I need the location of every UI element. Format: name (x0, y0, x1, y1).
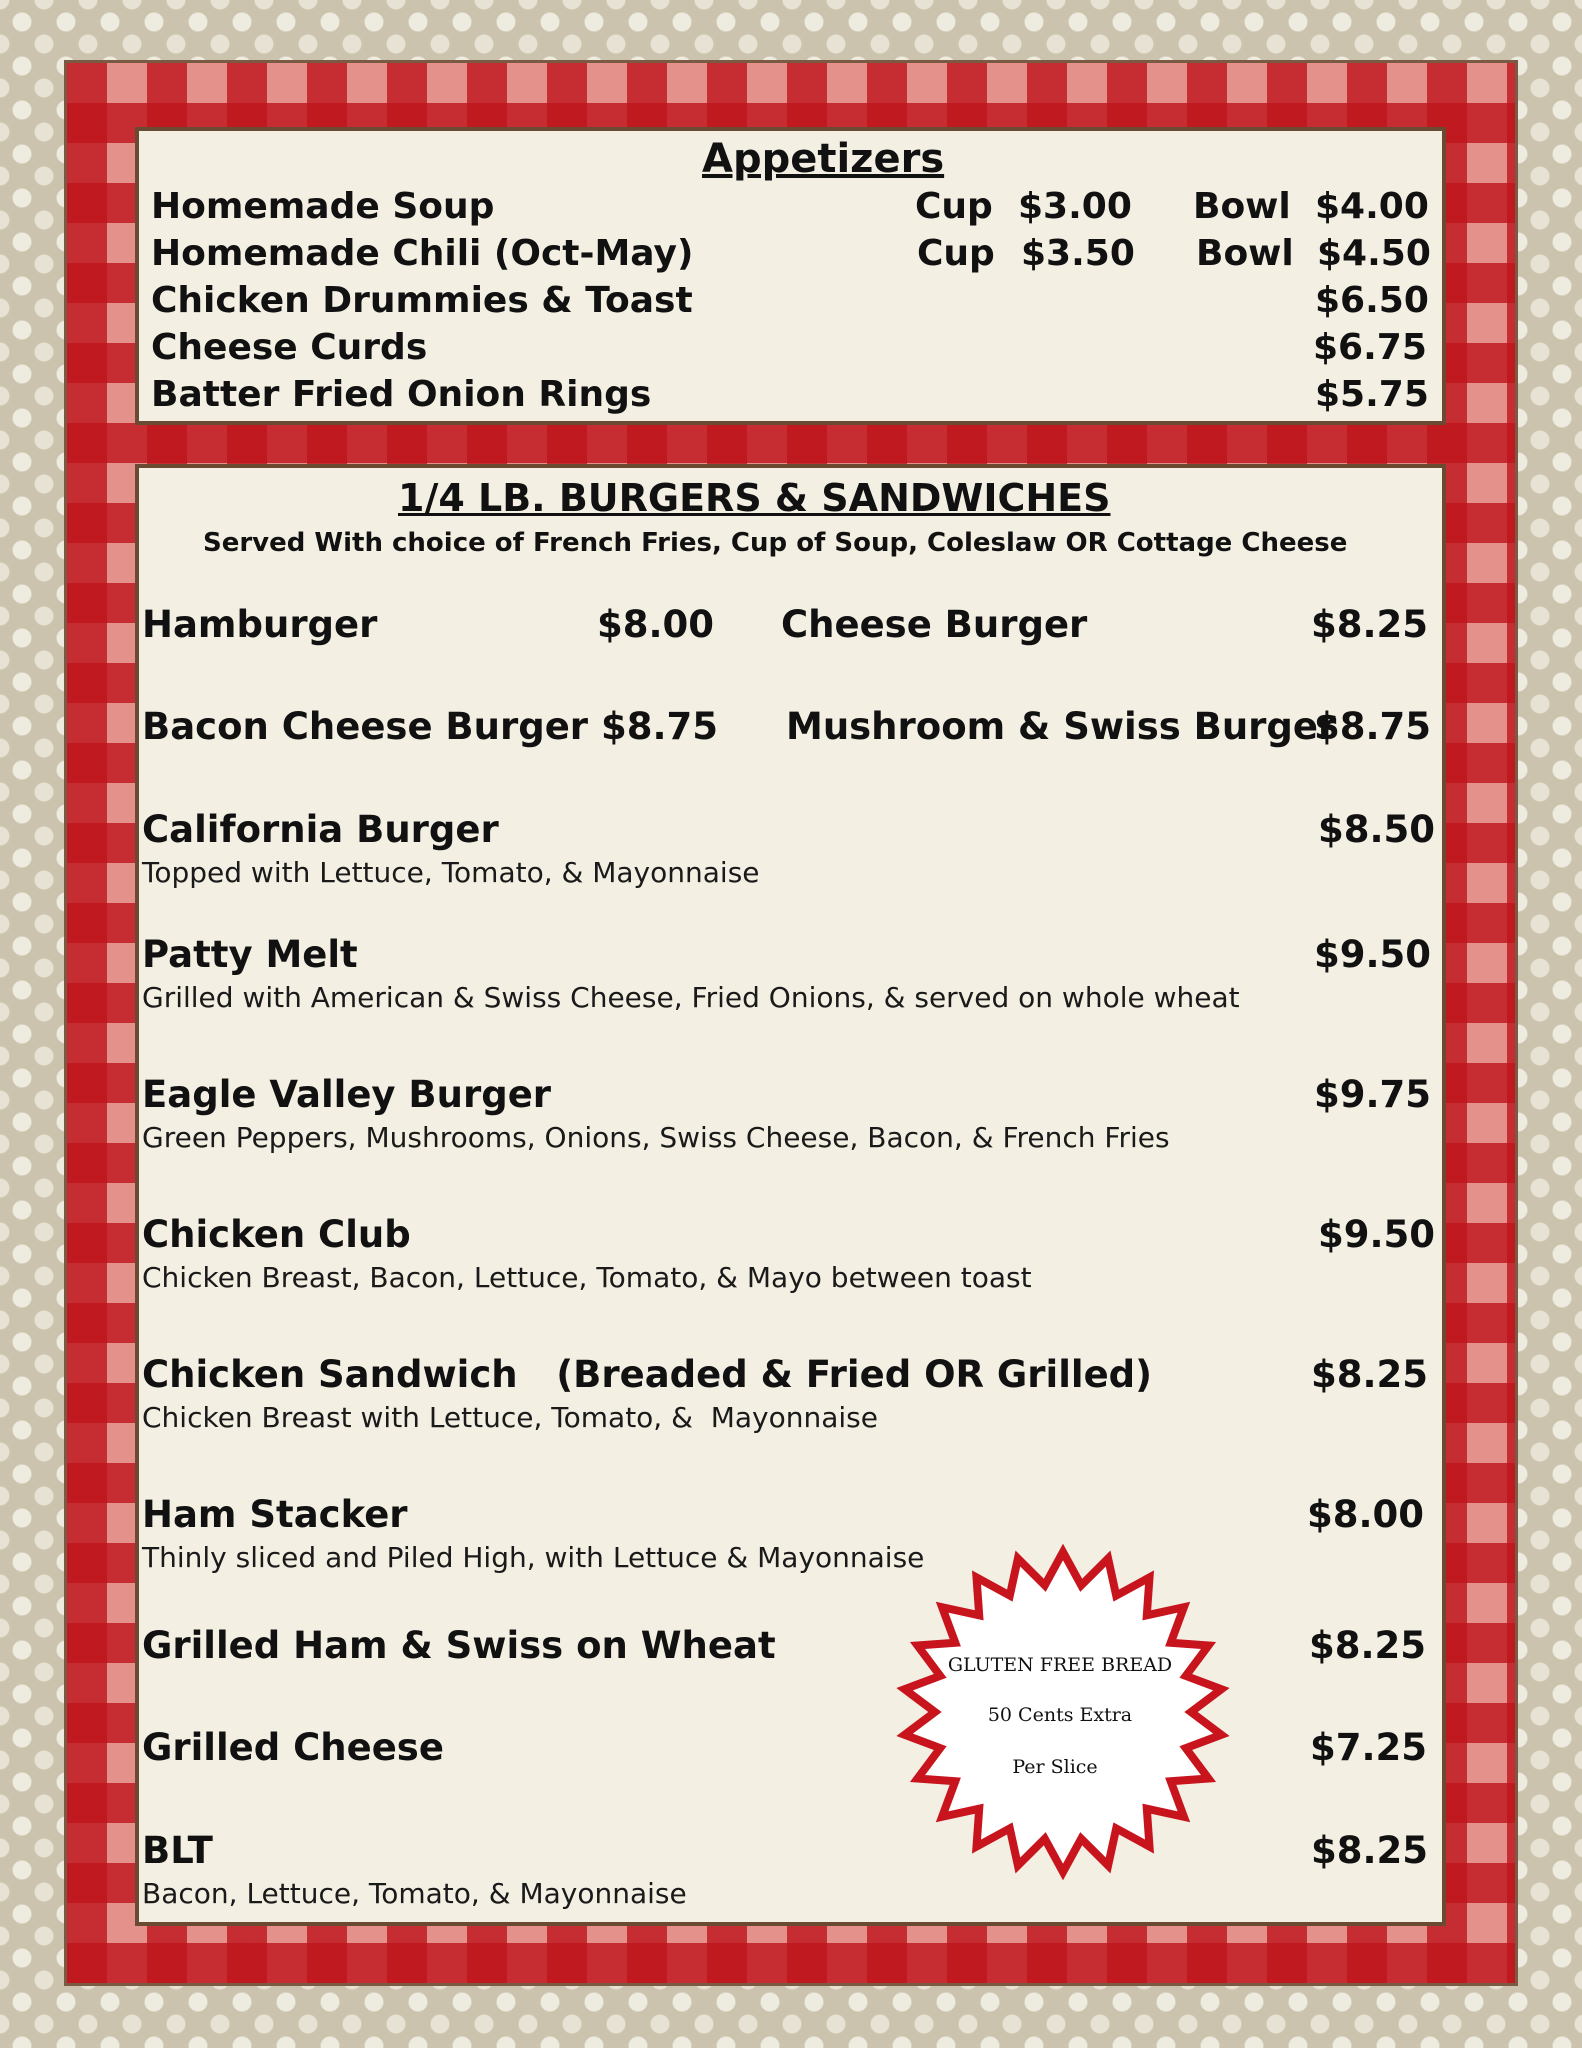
badge-line-3: Per Slice (1012, 1756, 1098, 1778)
appetizers-title: Appetizers (702, 136, 945, 182)
menu-item-name: Grilled Cheese (142, 1726, 444, 1769)
menu-item-name: Chicken Drummies & Toast (151, 280, 693, 321)
burgers-title: 1/4 LB. BURGERS & SANDWICHES (398, 476, 1111, 520)
bowl-label: Bowl (1193, 186, 1291, 227)
menu-item-price: $9.50 (1314, 933, 1432, 976)
cup-price: $3.50 (1021, 233, 1135, 274)
menu-item-price: $8.75 (601, 705, 719, 748)
menu-item-name: Grilled Ham & Swiss on Wheat (142, 1624, 776, 1667)
menu-item-name: Patty Melt (142, 933, 358, 976)
menu-item-name: Homemade Chili (Oct-May) (151, 233, 694, 274)
menu-item-price: $5.75 (1315, 374, 1429, 415)
menu-item-price: $8.25 (1311, 603, 1429, 646)
menu-item-price: $8.00 (597, 603, 715, 646)
cup-label: Cup (917, 233, 995, 274)
menu-item-name: Bacon Cheese Burger (142, 705, 589, 748)
burgers-panel (135, 464, 1446, 1926)
menu-item-name: Batter Fried Onion Rings (151, 374, 652, 415)
bowl-price: $4.00 (1315, 186, 1429, 227)
menu-item-description: Topped with Lettuce, Tomato, & Mayonnaise (142, 856, 760, 889)
menu-item-price: $8.25 (1311, 1829, 1429, 1872)
menu-item-name: Hamburger (142, 603, 378, 646)
menu-item-name: Cheese Burger (781, 603, 1088, 646)
menu-item-description: Grilled with American & Swiss Cheese, Fried Onions, & served on whole wheat (142, 981, 1240, 1014)
menu-item-price: $9.75 (1314, 1073, 1432, 1116)
menu-item-price: $7.25 (1310, 1726, 1428, 1769)
menu-item-price: $6.75 (1313, 327, 1427, 368)
badge-line-2: 50 Cents Extra (987, 1704, 1133, 1726)
menu-item-name: Ham Stacker (142, 1493, 408, 1536)
menu-item-price: $8.25 (1311, 1353, 1429, 1396)
menu-item-description: Chicken Breast with Lettuce, Tomato, & Mayonnaise (142, 1401, 878, 1434)
menu-item-description: Thinly sliced and Piled High, with Lettuce & Mayonnaise (142, 1541, 925, 1574)
menu-item-price: $8.00 (1307, 1493, 1425, 1536)
menu-item-description: Chicken Breast, Bacon, Lettuce, Tomato, & Mayo between toast (142, 1261, 1032, 1294)
burgers-subtitle: Served With choice of French Fries, Cup of Soup, Coleslaw OR Cottage Cheese (203, 528, 1348, 558)
menu-item-name: Cheese Curds (151, 327, 428, 368)
cup-label: Cup (915, 186, 993, 227)
menu-item-price: $6.50 (1315, 280, 1429, 321)
menu-item-name: Eagle Valley Burger (142, 1073, 552, 1116)
menu-item-name: BLT (142, 1829, 213, 1872)
menu-item-name: Chicken Sandwich (Breaded & Fried OR Grilled) (142, 1353, 1153, 1396)
bowl-price: $4.50 (1317, 233, 1431, 274)
menu-item-price: $9.50 (1318, 1213, 1436, 1256)
badge-line-1: GLUTEN FREE BREAD (947, 1654, 1173, 1676)
gluten-free-badge (895, 1544, 1231, 1880)
cup-price: $3.00 (1018, 186, 1132, 227)
menu-item-description: Bacon, Lettuce, Tomato, & Mayonnaise (142, 1877, 687, 1910)
menu-item-name: California Burger (142, 808, 499, 851)
menu-item-name: Homemade Soup (151, 186, 495, 227)
menu-item-price: $8.75 (1314, 705, 1432, 748)
menu-item-description: Green Peppers, Mushrooms, Onions, Swiss Cheese, Bacon, & French Fries (142, 1121, 1170, 1154)
menu-item-price: $8.50 (1318, 808, 1436, 851)
menu-item-name: Chicken Club (142, 1213, 411, 1256)
menu-item-name: Mushroom & Swiss Burger (786, 705, 1337, 748)
bowl-label: Bowl (1196, 233, 1294, 274)
menu-item-price: $8.25 (1309, 1624, 1427, 1667)
